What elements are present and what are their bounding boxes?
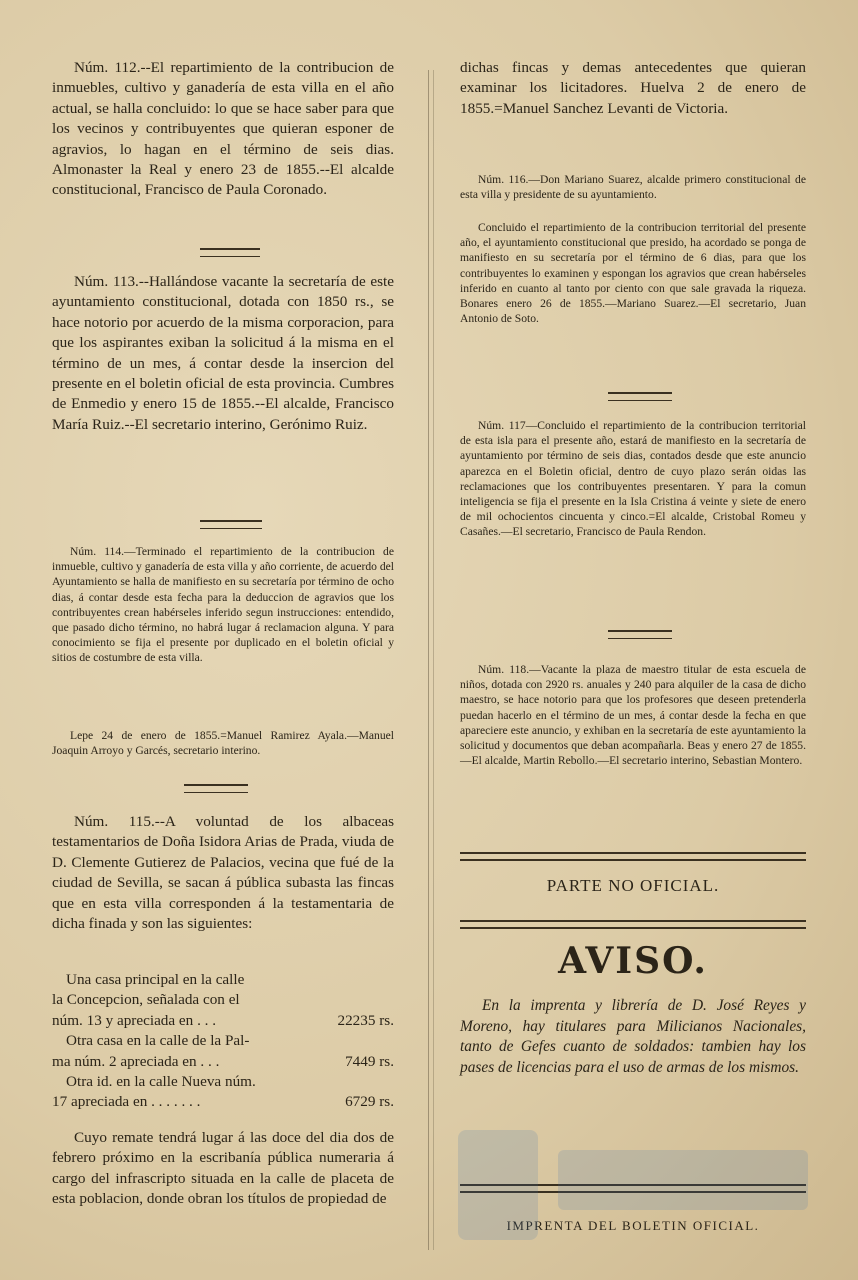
property-value: 7449 rs.	[345, 1052, 394, 1070]
notice-117: Núm. 117—Concluido el repartimiento de la contribucion territorial de esta isla para el presente año, estará de manifiesto en la secretaría de ayuntamiento por término de seis dias, contados desde que este anuncio aparezca en el Boletin oficial, dentro de cuyo plazo serán oidas las reclamaciones que los contribuyentes presentaren. Y para la comun inteligencia se fija el presente en la Isla Cristina á veinte y siete de enero de mil ochocientos cincuenta y cinco.=El alcalde, Cristobal Romeu y Casañes.—El secretario, Francisco de Paula Rendon.	[460, 419, 806, 539]
left-column	[52, 0, 394, 1280]
notice-115-end: dichas fincas y demas antecedentes que quieran examinar los licitadores. Huelva 2 de enero de 1855.=Manuel Sanchez Levanti de Victoria.	[460, 59, 806, 117]
separator-rule	[200, 248, 260, 257]
notice-114: Núm. 114.—Terminado el repartimiento de la contribucion de inmueble, cultivo y ganadería de esta villa y año corriente, de acuerdo del Ayuntamiento se halla de manifiesto en su secretaría por término de ocho dias, á contar desde esta fecha para la deduccion de agravios que los contribuyentes crean habérseles inferido segun instrucciones: entendido, que pasado dicho término, no habrá lugar á reclamacion alguna. Y para conocimiento se fija el presente por duplicado en el boletin oficial y sitios de costumbre de esta villa.	[52, 545, 394, 665]
property-value: 22235 rs.	[337, 1011, 394, 1029]
right-column	[460, 0, 806, 1280]
notice-115-continuation: Cuyo remate tendrá lugar á las doce del dia dos de febrero próximo en la escribanía pública numeraria á cargo del infrascripto situada en la calle de placeta de esta poblacion, donde obran los títulos de propiedad de	[52, 1129, 394, 1208]
notice-113: Núm. 113.--Hallándose vacante la secretaría de este ayuntamiento constitucional, dotada con 1850 rs., se hace notorio por acuerdo de la misma corporacion, para que los aspirantes exiban la solicitud á la misma en el término de un mes, á contar desde la insercion del presente en el boletin oficial de esta provincia. Cumbres de Enmedio y enero 15 de 1855.--El alcalde, Francisco María Ruiz.--El secretario interino, Gerónimo Ruiz.	[52, 273, 394, 433]
property-line: ma núm. 2 apreciada en . . . 7449 rs.	[52, 1052, 394, 1072]
property-line: núm. 13 y apreciada en . . . 22235 rs.	[52, 1011, 394, 1031]
property-line: Otra casa en la calle de la Pal-	[66, 1032, 250, 1050]
notice-116-body: Concluido el repartimiento de la contribucion territorial del presente año, el ayuntamiento constitucional que presido, ha acordado se ponga de manifiesto en su secretaría por el término de 6 dias, para que los contribuyentes lo examinen y espongan los agravios que crean habérseles inferido en cuanto al tanto por ciento con que sale gravada la riqueza. Bonares enero 26 de 1855.—Mariano Suarez.—El secretario, Juan Antonio de Soto.	[460, 221, 806, 326]
property-line: 17 apreciada en . . . . . . . 6729 rs.	[52, 1092, 394, 1112]
imprenta-footer: IMPRENTA DEL BOLETIN OFICIAL.	[506, 1218, 760, 1233]
section-rule	[460, 920, 806, 929]
library-watermark-icon	[448, 1110, 828, 1260]
notice-112: Núm. 112.--El repartimiento de la contribucion de inmuebles, cultivo y ganadería de esta villa en el año actual, se halla concluido: lo que se hace saber para que los vecinos y contribuyentes que quieran esponer de agravios, lo hagan en el término de seis dias. Almonaster la Real y enero 23 de 1855.--El alcalde constitucional, Francisco de Paula Coronado.	[52, 59, 394, 199]
property-line: Una casa principal en la calle	[66, 971, 245, 988]
separator-rule	[608, 630, 672, 639]
property-line: la Concepcion, señalada con el	[52, 991, 240, 1009]
notice-118: Núm. 118.—Vacante la plaza de maestro titular de esta escuela de niños, dotada con 2920 rs. anuales y 240 para alquiler de la casa de dicho maestro, se hace notorio para que los profesores que deseen pretenderla puedan hacerlo en el término de un mes, á contar desde la fecha en que apareciere este anuncio, y exhiban en la secretaría de este ayuntamiento la solicitud y documentos que deban acompañarla. Beas y enero 27 de 1855.—El alcalde, Martin Rebollo.—El secretario interino, Sebastian Montero.	[460, 663, 806, 768]
parte-no-oficial-heading: PARTE NO OFICIAL.	[546, 876, 720, 895]
separator-rule	[184, 784, 248, 793]
column-divider	[428, 70, 429, 1250]
section-rule	[460, 852, 806, 861]
notice-114-signature: Lepe 24 de enero de 1855.=Manuel Ramirez Ayala.—Manuel Joaquin Arroyo y Garcés, secretario interino.	[52, 729, 394, 758]
notice-115: Núm. 115.--A voluntad de los albaceas testamentarios de Doña Isidora Arias de Prada, viuda de D. Clemente Gutierez de Palacios, vecina que fué de la ciudad de Sevilla, se sacan á pública subasta las fincas que en esta villa corresponden á la testamentaria de dicha finada y son las siguientes:	[52, 813, 394, 933]
column-divider-secondary	[433, 70, 434, 1250]
notice-116-header: Núm. 116.—Don Mariano Suarez, alcalde primero constitucional de esta villa y presidente de su ayuntamiento.	[460, 173, 806, 202]
property-list	[52, 970, 394, 1113]
property-value: 6729 rs.	[345, 1093, 394, 1111]
aviso-title: AVISO.	[558, 940, 708, 982]
separator-rule	[200, 520, 262, 529]
aviso-text: En la imprenta y librería de D. José Reyes y Moreno, hay titulares para Milicianos Nacionales, tanto de Gefes cuanto de soldados: tambien hay los pases de licencias para el uso de armas de los mismos.	[460, 997, 806, 1076]
property-line: Otra id. en la calle Nueva núm.	[66, 1073, 256, 1091]
separator-rule	[608, 392, 672, 401]
